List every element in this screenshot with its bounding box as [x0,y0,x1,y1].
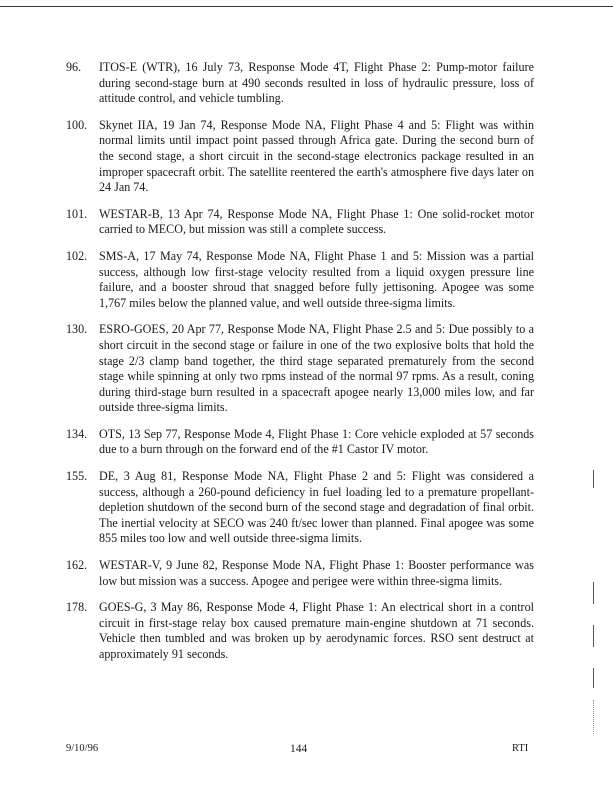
entry-text: WESTAR-B, 13 Apr 74, Response Mode NA, Flight Phase 1: One solid-rocket motor carried to MECO, but mission was still a complete success. [99,206,534,237]
entry-text: ITOS-E (WTR), 16 July 73, Response Mode 4T, Flight Phase 2: Pump-motor failure during second-stage burn at 490 seconds resulted in loss of hydraulic pressure, loss of attitude control, and vehicle tumbling. [99,60,534,106]
list-item [66,118,534,196]
entry-text: WESTAR-V, 9 June 82, Response Mode NA, Flight Phase 1: Booster performance was low but mission was a success. Apogee and perigee were within three-sigma limits. [99,558,534,588]
entry-number: 178. [66,600,88,615]
margin-dotted-mark [593,700,595,734]
entry-number: 155. [66,469,88,484]
top-rule [0,6,613,7]
margin-change-bar [593,668,594,688]
margin-change-bar [593,470,594,488]
margin-change-bar [593,625,594,647]
entry-text: OTS, 13 Sep 77, Response Mode 4, Flight Phase 1: Core vehicle exploded at 57 seconds due to a burn through on the forward end of the #1 Castor IV motor. [99,426,534,457]
entry-list [66,60,534,674]
list-item [66,60,534,107]
entry-text: SMS-A, 17 May 74, Response Mode NA, Flight Phase 1 and 5: Mission was a partial success, although low first-stage velocity resulted from a liquid oxygen pressure line failure, and a booster shroud that snagged before fully jettisoning. Apogee was some 1,767 miles below the planned value, and well outside three-sigma limits. [99,248,534,310]
list-item [66,427,534,458]
entry-number: 134. [66,426,88,441]
entry-text: GOES-G, 3 May 86, Response Mode 4, Flight Phase 1: An electrical short in a control circuit in first-stage relay box caused premature main-engine shutdown at 71 seconds. Vehicle then tumbled and was broken up by aerodynamic forces. RSO sent destruct at approximately 91 seconds. [99,600,534,661]
entry-text: DE, 3 Aug 81, Response Mode NA, Flight Phase 2 and 5: Flight was considered a success, although a 260-pound deficiency in fuel loading led to a premature propellant-depletion shutdown of the second burn of the second stage and degradation of final orbit. The inertial velocity at SECO was 240 ft/sec lower than planned. Final apogee was some 855 miles too low and well outside three-sigma limits. [99,469,534,546]
footer-date: 9/10/96 [66,743,99,754]
list-item [66,600,534,662]
list-item [66,469,534,547]
margin-change-bar [593,582,594,604]
entry-number: 96. [66,60,82,74]
list-item [66,249,534,311]
list-item [66,322,534,416]
list-item [66,207,534,238]
entry-text: ESRO-GOES, 20 Apr 77, Response Mode NA, Flight Phase 2.5 and 5: Due possibly to a short circuit in the second stage or failure in one of the two explosive bolts that hold the stage 2/3 clamp band together, the third stage separated prematurely from the second stage while spinning at only two rpms instead of the normal 97 rpms. As a result, coning during third-stage burn resulted in a spacecraft apogee nearly 13,000 miles low, and far outside three-sigma limits. [99,322,534,415]
list-item [66,558,534,589]
footer-organization: RTI [512,743,529,754]
entry-number: 100. [66,117,88,132]
entry-text: Skynet IIA, 19 Jan 74, Response Mode NA, Flight Phase 4 and 5: Flight was within normal limits until impact point passed through Africa gate. During the second burn of the second stage, a short circuit in the second-stage electronics package resulted in an improper spacecraft orbit. The satellite reentered the earth's atmosphere five days later on 24 Jan 74. [99,117,534,195]
entry-number: 130. [66,322,88,337]
entry-number: 162. [66,558,88,573]
entry-number: 101. [66,206,88,221]
page-number: 144 [290,743,308,755]
entry-number: 102. [66,248,88,263]
